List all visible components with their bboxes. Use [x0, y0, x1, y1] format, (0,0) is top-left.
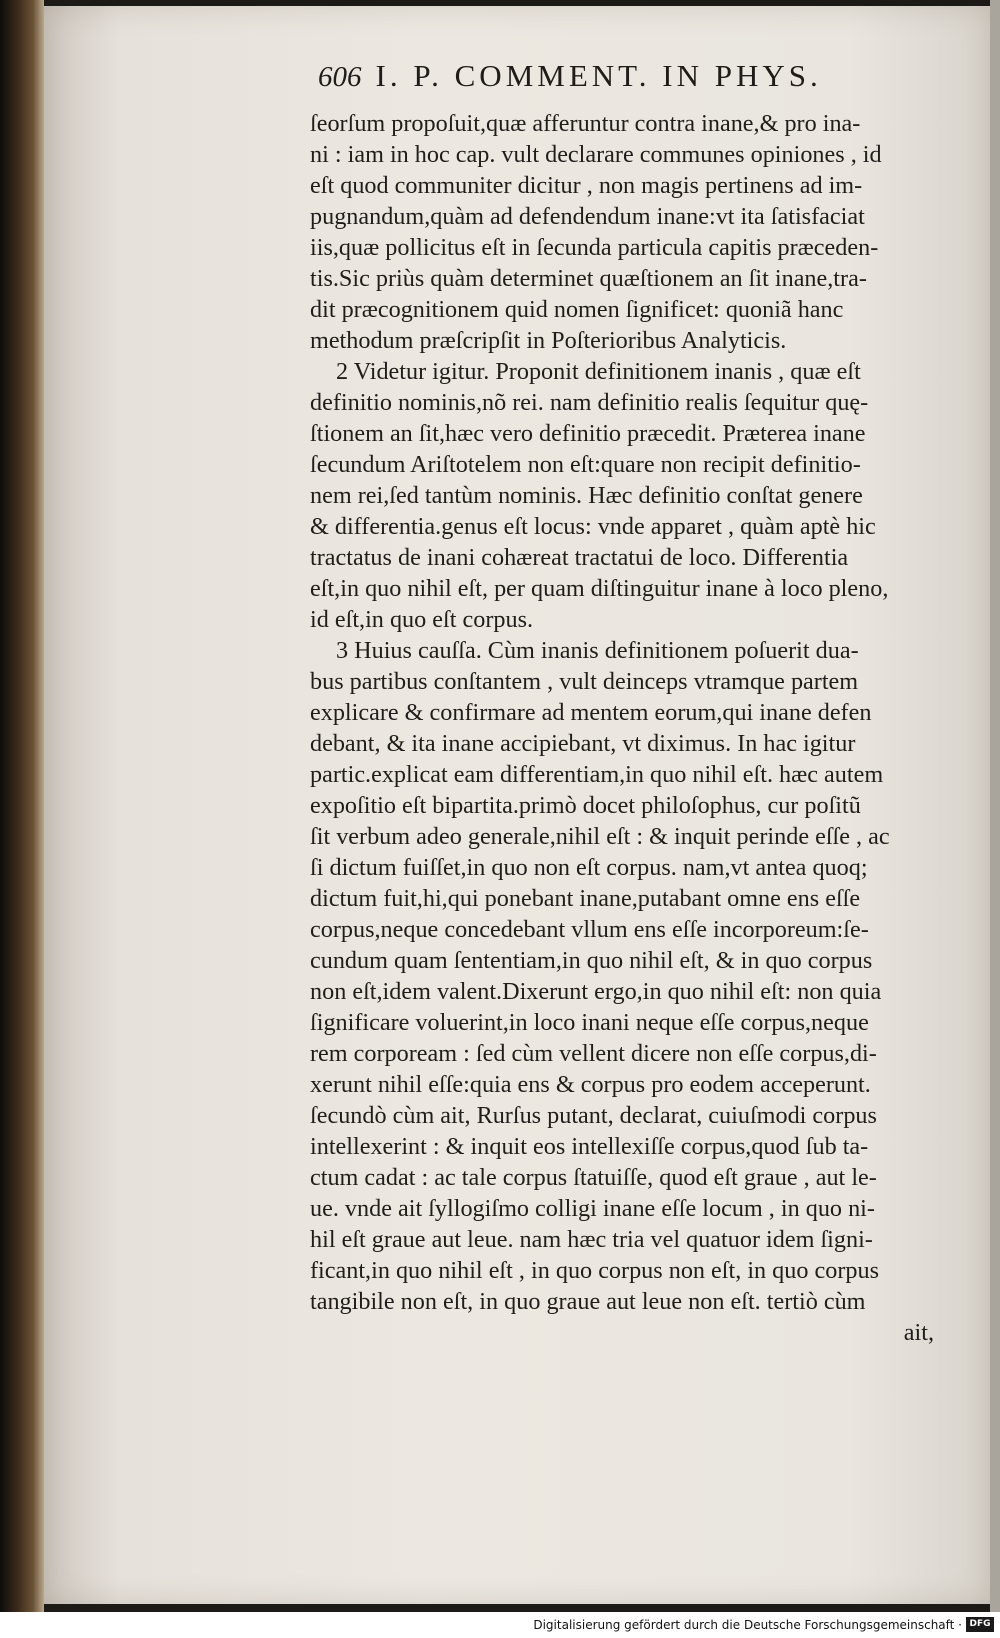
text-line: & differentia.genus eſt locus: vnde apparet , quàm aptè hic [310, 513, 876, 540]
text-line: non eſt,idem valent.Dixerunt ergo,in quo nihil eſt: non quia [310, 978, 882, 1005]
text-line: debant, & ita inane accipiebant, vt diximus. In hac igitur [310, 730, 856, 757]
text-line: ſi dictum fuiſſet,in quo non eſt corpus. nam,vt antea quoq; [310, 854, 868, 881]
text-line: ſeorſum propoſuit,quæ afferuntur contra inane,& pro ina- [310, 110, 861, 137]
text-line: ſignificare voluerint,in loco inani neque eſſe corpus,neque [310, 1009, 869, 1036]
commentary-text [310, 108, 950, 1348]
catchword: ait, [903, 1319, 934, 1346]
text-line: corpus,neque concedebant vllum ens eſſe incorporeum:ſe- [310, 916, 869, 943]
text-line: intellexerint : & inquit eos intellexiſſe corpus,quod ſub ta- [310, 1133, 869, 1160]
text-line: tangibile non eſt, in quo graue aut leue non eſt. tertiò cùm [310, 1288, 866, 1315]
text-line: tractatus de inani cohæreat tractatui de loco. Differentia [310, 544, 849, 571]
text-line: methodum præſcripſit in Poſterioribus Analyticis. [310, 327, 787, 354]
text-line: expoſitio eſt bipartita.primò docet philoſophus, cur poſitũ [310, 792, 861, 819]
text-line: ficant,in quo nihil eſt , in quo corpus non eſt, in quo corpus [310, 1257, 879, 1284]
text-line: xerunt nihil eſſe:quia ens & corpus pro eodem acceperunt. [310, 1071, 871, 1098]
page-number: 606 [318, 61, 362, 93]
text-line: ſit verbum adeo generale,nihil eſt : & inquit perinde eſſe , ac [310, 823, 890, 850]
text-line: eſt,in quo nihil eſt, per quam diſtinguitur inane à loco pleno, [310, 575, 889, 602]
text-line: ctum cadat : ac tale corpus ſtatuiſſe, quod eſt graue , aut le- [310, 1164, 877, 1191]
running-header [318, 58, 918, 104]
text-line: dictum fuit,hi,qui ponebant inane,putabant omne ens eſſe [310, 885, 861, 912]
text-line: pugnandum,quàm ad defendendum inane:vt ita ſatisfaciat [310, 203, 865, 230]
page-edge [990, 0, 1000, 1612]
text-line: explicare & confirmare ad mentem eorum,qui inane defen [310, 699, 872, 726]
text-line: iis,quæ pollicitus eſt in ſecunda particula capitis præceden- [310, 234, 879, 261]
text-line: id eſt,in quo eſt corpus. [310, 606, 534, 633]
text-line: definitio nominis,nõ rei. nam definitio realis ſequitur quę- [310, 389, 869, 416]
text-line: ni : iam in hoc cap. vult declarare communes opiniones , id [310, 141, 882, 168]
text-line: partic.explicat eam differentiam,in quo nihil eſt. hæc autem [310, 761, 884, 788]
text-line: bus partibus conſtantem , vult deinceps vtramque partem [310, 668, 859, 695]
text-line: hil eſt graue aut leue. nam hæc tria vel quatuor idem ſigni- [310, 1226, 873, 1253]
book-spine [0, 0, 44, 1612]
text-line: 3 Huius cauſſa. Cùm inanis definitionem poſuerit dua- [336, 637, 859, 664]
text-line: ſtionem an ſit,hæc vero definitio præcedit. Præterea inane [310, 420, 866, 447]
text-line: ſecundum Ariſtotelem non eſt:quare non recipit definitio- [310, 451, 861, 478]
dfg-logo-icon: DFG [966, 1617, 994, 1632]
text-line: rem corpoream : ſed cùm vellent dicere non eſſe corpus,di- [310, 1040, 877, 1067]
text-line: nem rei,ſed tantùm nominis. Hæc definitio conſtat genere [310, 482, 863, 509]
text-line: dit præcognitionem quid nomen ſignificet: quoniã hanc [310, 296, 844, 323]
footer-bar [0, 1612, 1000, 1638]
funding-credit: Digitalisierung gefördert durch die Deutsche Forschungsgemeinschaft · [533, 1618, 962, 1632]
text-line: tis.Sic priùs quàm determinet quæſtionem an ſit inane,tra- [310, 265, 867, 292]
text-line: ue. vnde ait ſyllogiſmo colligi inane eſſe locum , in quo ni- [310, 1195, 875, 1222]
text-line: ſecundò cùm ait, Rurſus putant, declarat, cuiuſmodi corpus [310, 1102, 877, 1129]
text-line: cundum quam ſententiam,in quo nihil eſt, & in quo corpus [310, 947, 873, 974]
running-head-title: I. P. COMMENT. IN PHYS. [375, 58, 822, 93]
text-line: 2 Videtur igitur. Proponit definitionem inanis , quæ eſt [336, 358, 861, 385]
text-line: eſt quod communiter dicitur , non magis pertinens ad im- [310, 172, 863, 199]
